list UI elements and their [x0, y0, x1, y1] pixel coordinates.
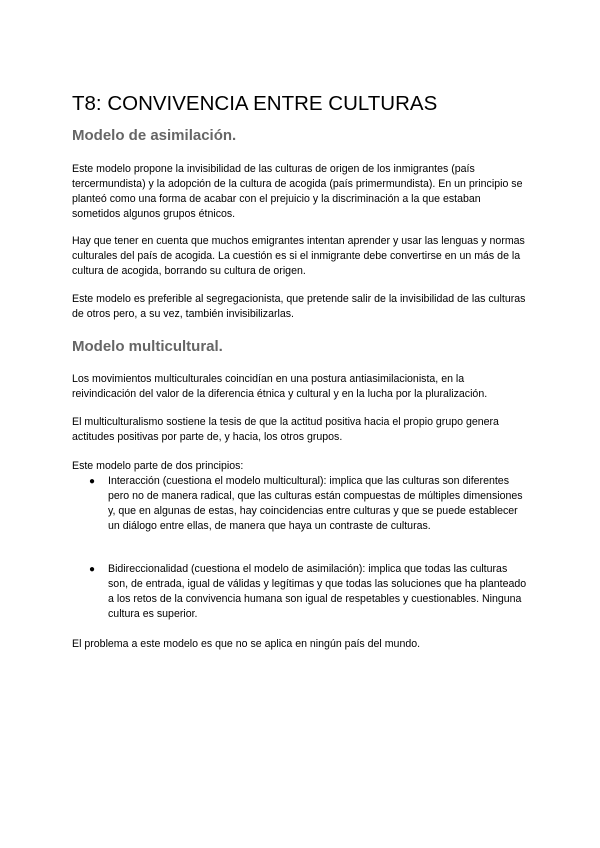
list-item-text: Interacción (cuestiona el modelo multicultural): implica que las culturas son diferentes pero no de manera radical, que las culturas están compuestas de múltiples dimensiones y, que en algunas de estas, hay coincidencias entre culturas y que se puede establecer un diálogo entre ellas, de manera que haya un contraste de culturas. [108, 475, 523, 532]
paragraph: Hay que tener en cuenta que muchos emigrantes intentan aprender y usar las lenguas y normas culturales del país de acogida. La cuestión es si el inmigrante debe convertirse en un más de la cultura de acogida, borrando su cultura de origen. [72, 235, 525, 277]
paragraph: Los movimientos multiculturales coincidían en una postura antiasimilacionista, en la reivindicación del valor de la diferencia étnica y cultural y en la lucha por la pluralización. [72, 373, 488, 400]
section-heading-asimilacion: Modelo de asimilación. [72, 127, 237, 144]
list-item [72, 562, 528, 622]
section-heading-multicultural: Modelo multicultural. [72, 338, 223, 355]
list-item-text: Bidireccionalidad (cuestiona el modelo de asimilación): implica que todas las culturas son, de entrada, igual de válidas y legítimas y que todas las soluciones que ha planteado a los retos de la convivencia humana son igual de respetables y cuestionables. Ninguna cultura es superior. [108, 563, 527, 620]
paragraph: El multiculturalismo sostiene la tesis de que la actitud positiva hacia el propio grupo genera actitudes positivas por parte de, y hacia, los otros grupos. [72, 416, 499, 443]
paragraph: Este modelo parte de dos principios: [72, 460, 244, 472]
document-title: T8: CONVIVENCIA ENTRE CULTURAS [72, 92, 438, 115]
paragraph: Este modelo es preferible al segregacionista, que pretende salir de la invisibilidad de las culturas de otros pero, a su vez, también invisibilizarlas. [72, 293, 526, 320]
bullet-icon: ● [89, 476, 96, 487]
closing-paragraph: El problema a este modelo es que no se aplica en ningún país del mundo. [72, 638, 421, 650]
list-item [72, 474, 528, 534]
paragraph: Este modelo propone la invisibilidad de las culturas de origen de los inmigrantes (país tercermundista) y la adopción de la cultura de acogida (país primermundista). En un principio se planteó como una forma de acabar con el prejuicio y la discriminación a la que estaban sometidos algunos grupos étnicos. [72, 163, 523, 220]
principles-list [72, 562, 528, 622]
principles-list [72, 474, 528, 534]
bullet-icon: ● [89, 564, 96, 575]
